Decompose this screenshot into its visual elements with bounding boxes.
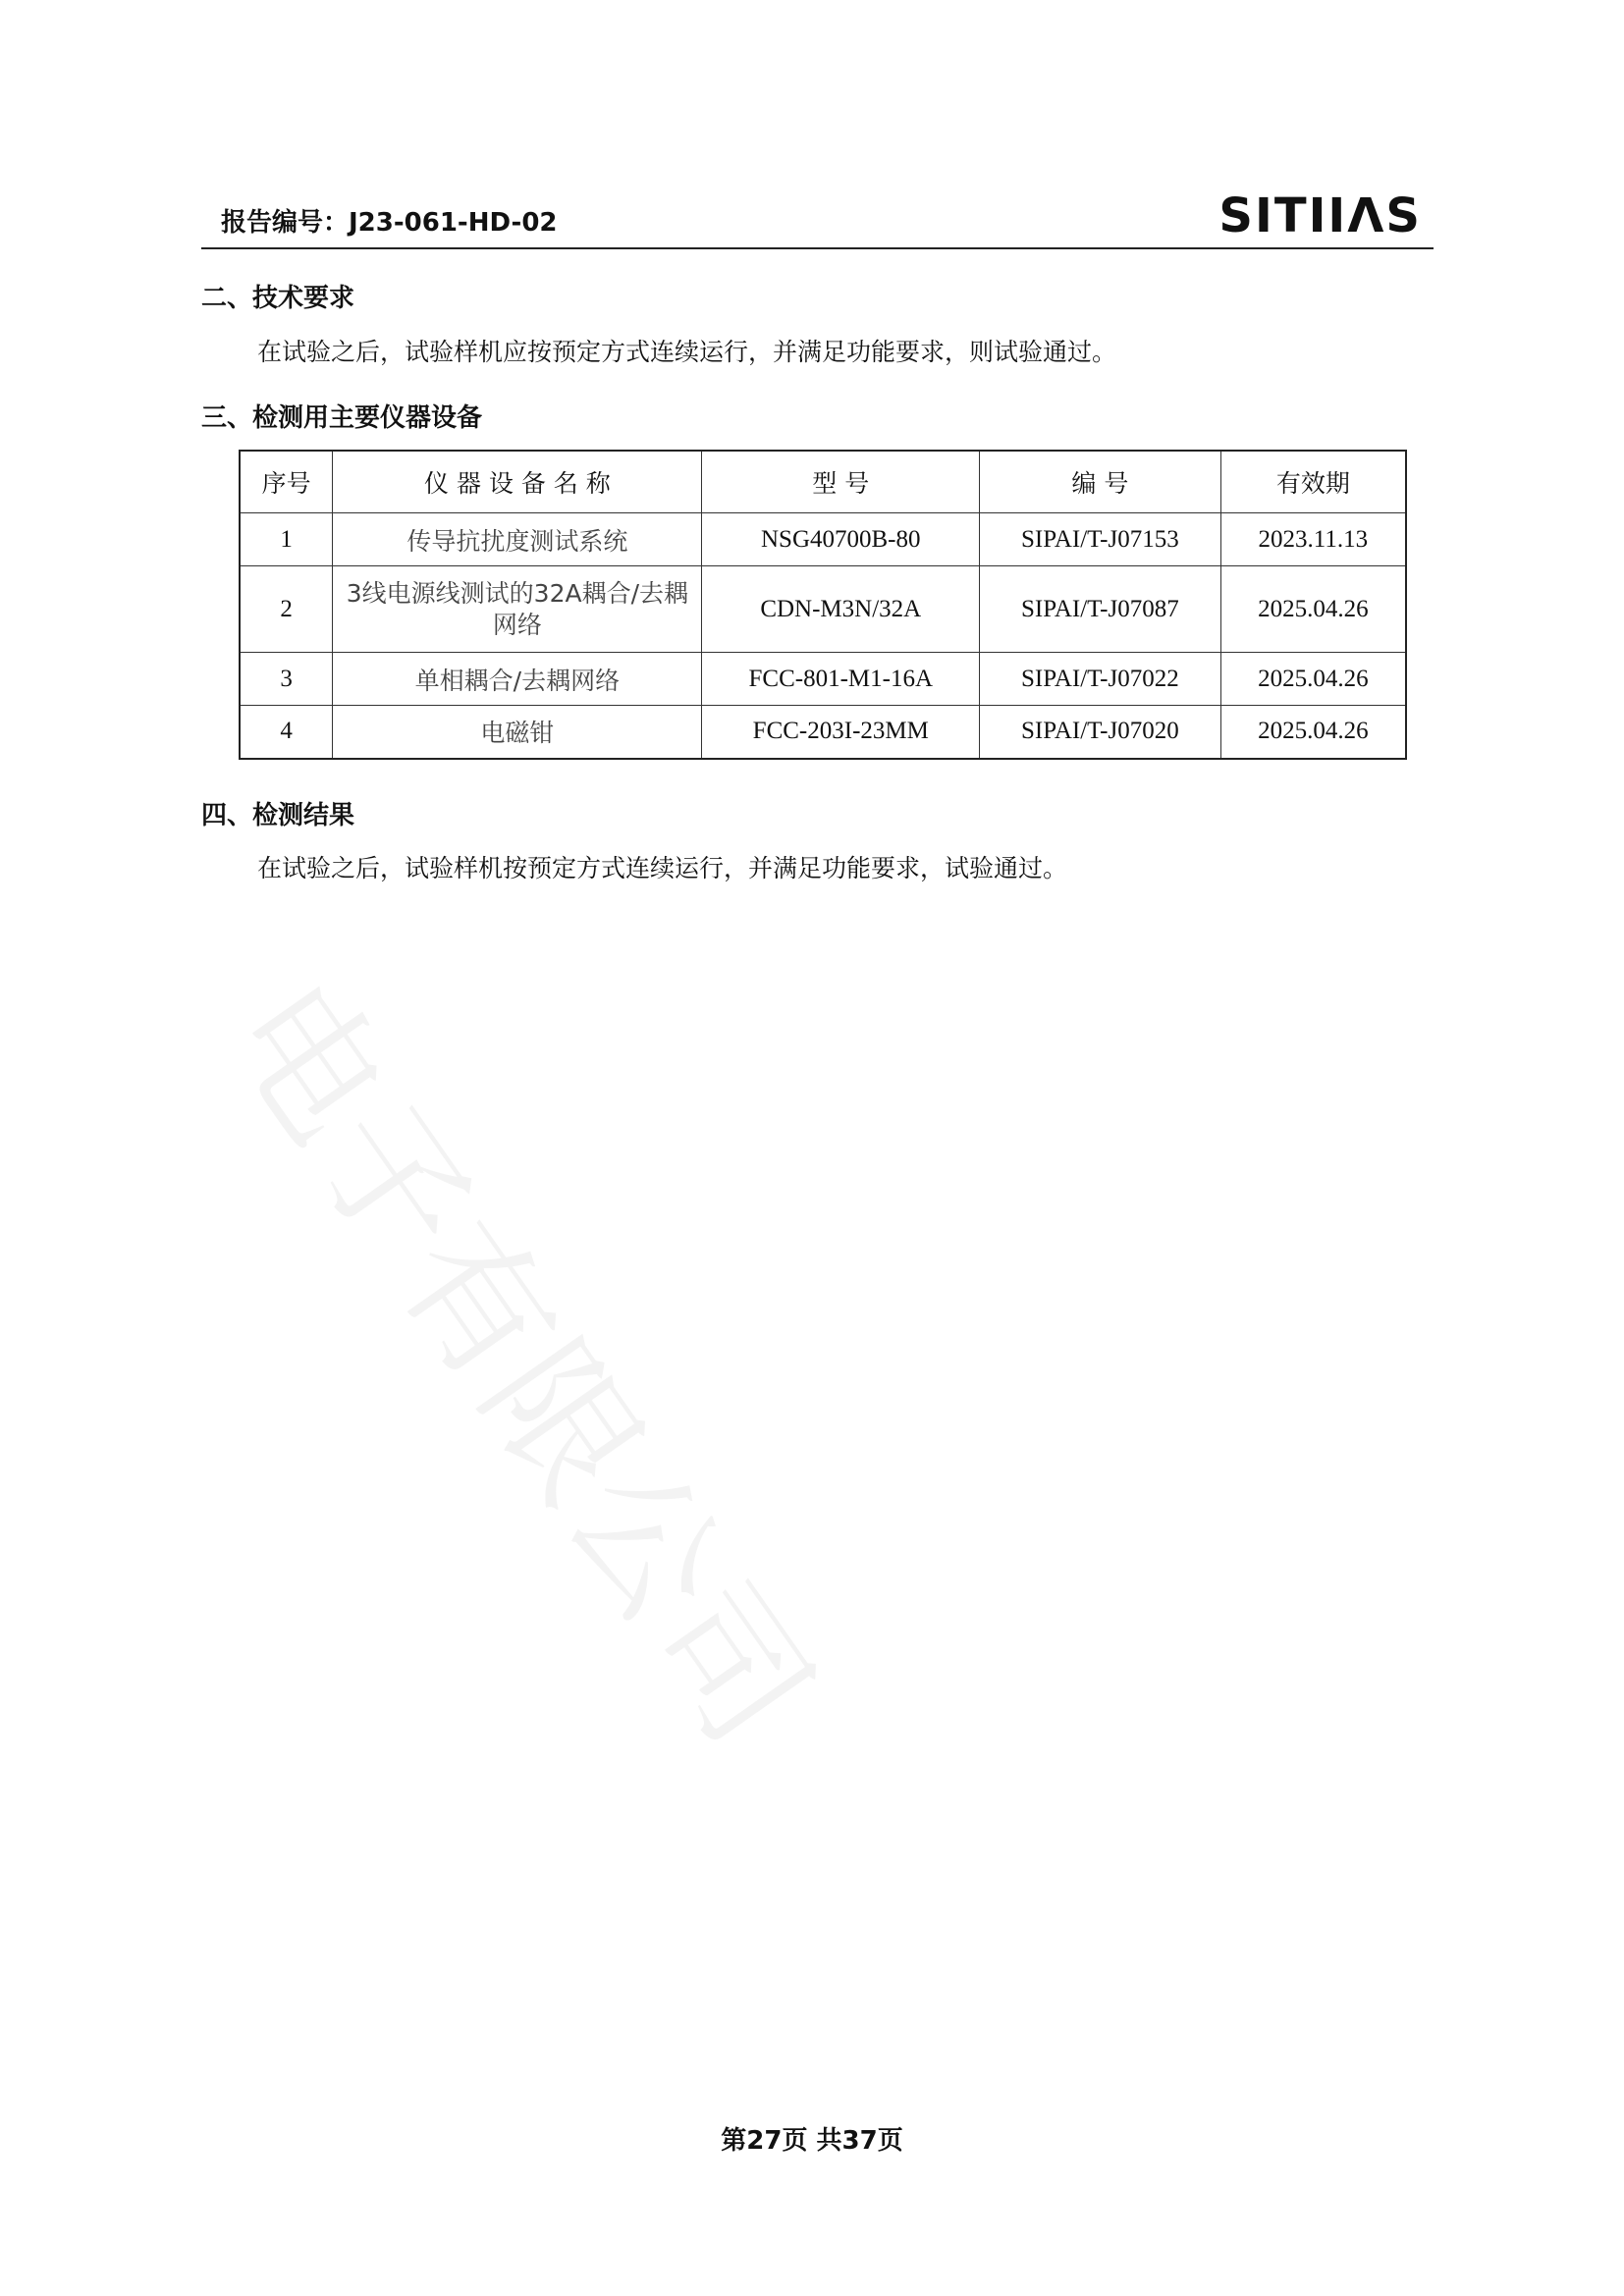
section-title-equipment: 三、检测用主要仪器设备 <box>201 403 483 433</box>
company-logo: SITIIΛS <box>1218 188 1422 243</box>
cell-seq: 4 <box>240 706 333 759</box>
header-validity: 有效期 <box>1220 451 1406 513</box>
cell-validity: 2025.04.26 <box>1220 706 1406 759</box>
header-number: 编 号 <box>980 451 1221 513</box>
page-header <box>201 188 1434 249</box>
cell-number: SIPAI/T-J07153 <box>980 513 1221 566</box>
cell-name: 单相耦合/去耦网络 <box>333 653 702 706</box>
cell-name: 3线电源线测试的32A耦合/去耦网络 <box>333 566 702 653</box>
cell-name: 电磁钳 <box>333 706 702 759</box>
cell-model: FCC-801-M1-16A <box>702 653 980 706</box>
cell-validity: 2025.04.26 <box>1220 653 1406 706</box>
tech-requirement-text: 在试验之后，试验样机应按预定方式连续运行，并满足功能要求，则试验通过。 <box>257 338 1117 366</box>
section-title-result: 四、检测结果 <box>201 801 355 830</box>
cell-number: SIPAI/T-J07020 <box>980 706 1221 759</box>
header-name: 仪 器 设 备 名 称 <box>333 451 702 513</box>
table-row <box>240 653 1406 706</box>
cell-model: CDN-M3N/32A <box>702 566 980 653</box>
report-number: 报告编号：J23-061-HD-02 <box>221 208 558 238</box>
table-row <box>240 706 1406 759</box>
equipment-table <box>239 450 1407 760</box>
cell-validity: 2023.11.13 <box>1220 513 1406 566</box>
cell-seq: 2 <box>240 566 333 653</box>
section-title-tech: 二、技术要求 <box>201 284 355 313</box>
cell-seq: 1 <box>240 513 333 566</box>
table-row <box>240 513 1406 566</box>
cell-model: NSG40700B-80 <box>702 513 980 566</box>
cell-name: 传导抗扰度测试系统 <box>333 513 702 566</box>
cell-number: SIPAI/T-J07022 <box>980 653 1221 706</box>
cell-validity: 2025.04.26 <box>1220 566 1406 653</box>
table-row <box>240 566 1406 653</box>
table-header-row <box>240 451 1406 513</box>
header-model: 型 号 <box>702 451 980 513</box>
header-seq: 序号 <box>240 451 333 513</box>
page-number: 第27页 共37页 <box>721 2126 903 2156</box>
cell-model: FCC-203I-23MM <box>702 706 980 759</box>
test-result-text: 在试验之后，试验样机按预定方式连续运行，并满足功能要求，试验通过。 <box>257 854 1068 882</box>
cell-number: SIPAI/T-J07087 <box>980 566 1221 653</box>
cell-seq: 3 <box>240 653 333 706</box>
watermark: 电子有限公司 <box>194 952 842 1775</box>
